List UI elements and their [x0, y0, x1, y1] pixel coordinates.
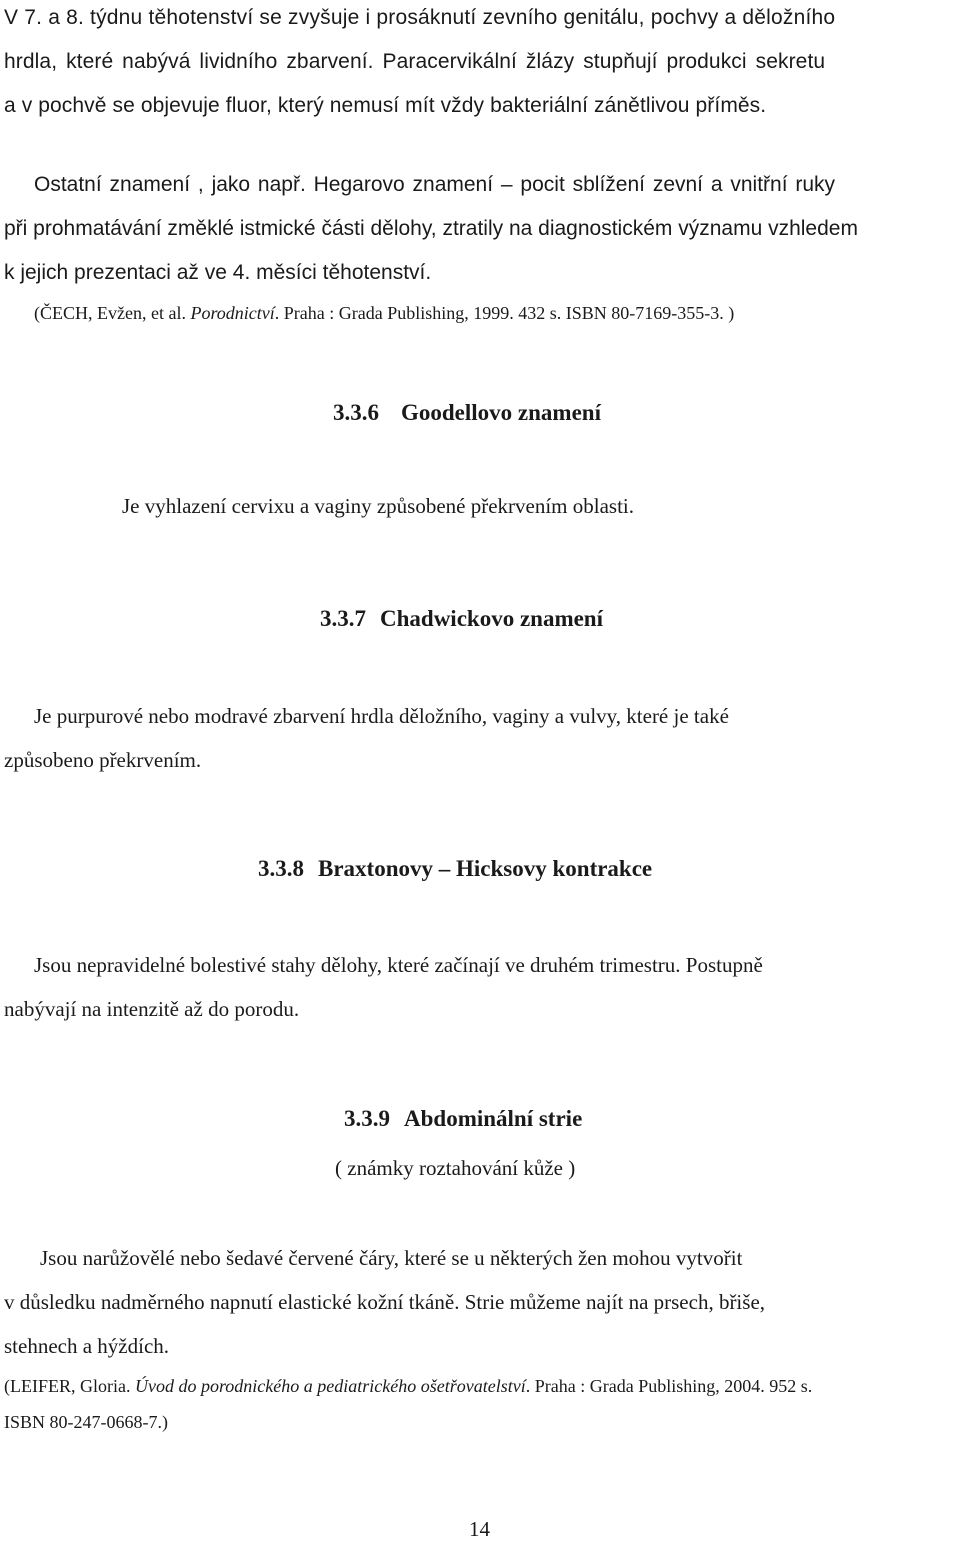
- text-line: nabývají na intenzitě až do porodu.: [4, 997, 300, 1021]
- section-text-3-3-7: [4, 694, 729, 782]
- section-text-3-3-6: [122, 494, 634, 519]
- citation-suffix: . Praha : Grada Publishing, 1999. 432 s. ISBN 80-7169-355-3. ): [274, 303, 735, 323]
- text-line: a v pochvě se objevuje fluor, který nemusí mít vždy bakteriální zánětlivou příměs.: [4, 94, 767, 117]
- section-title: Abdominální strie: [404, 1106, 583, 1131]
- citation-suffix: . Praha : Grada Publishing, 2004. 952 s.: [525, 1376, 813, 1396]
- citation-cech: [34, 295, 734, 331]
- text-line: k jejich prezentaci až ve 4. měsíci těhotenství.: [4, 261, 432, 284]
- citation-book-title: Úvod do porodnického a pediatrického ošetřovatelství: [134, 1376, 526, 1396]
- citation-prefix: (LEIFER, Gloria.: [4, 1376, 135, 1396]
- text-line: Jsou nepravidelné bolestivé stahy dělohy, které začínají ve druhém trimestru. Postupně: [34, 953, 763, 977]
- section-number: 3.3.6: [333, 400, 379, 425]
- text-line: stehnech a hýždích.: [4, 1334, 170, 1358]
- section-text-3-3-8: [4, 943, 763, 1031]
- text-line: ( známky roztahování kůže ): [335, 1156, 576, 1180]
- section-title: Braxtonovy – Hicksovy kontrakce: [318, 856, 653, 881]
- section-heading-3-3-8: [258, 856, 652, 882]
- section-number: 3.3.9: [344, 1106, 390, 1131]
- citation-prefix: (ČECH, Evžen, et al.: [34, 303, 191, 323]
- section-number: 3.3.8: [258, 856, 304, 881]
- text-line: hrdla, které nabývá lividního zbarvení. Paracervikální žlázy stupňují produkci sekretu: [4, 50, 826, 73]
- citation-isbn: ISBN 80-247-0668-7.): [4, 1412, 168, 1432]
- text-line: V 7. a 8. týdnu těhotenství se zvyšuje i prosáknutí zevního genitálu, pochvy a děložního: [4, 6, 836, 29]
- section-title: Chadwickovo znamení: [380, 606, 603, 631]
- text-line: způsobeno překrvením.: [4, 748, 202, 772]
- text-line: Jsou narůžovělé nebo šedavé červené čáry, které se u některých žen mohou vytvořit: [40, 1246, 743, 1270]
- section-subtitle-3-3-9: [335, 1156, 575, 1181]
- section-heading-3-3-7: [320, 606, 603, 632]
- paragraph-other-signs: [4, 163, 958, 295]
- paragraph-intro: [4, 0, 958, 128]
- text-line: Je purpurové nebo modravé zbarvení hrdla děložního, vaginy a vulvy, které je také: [34, 704, 729, 728]
- text-line: při prohmatávání změklé istmické části dělohy, ztratily na diagnostickém významu vzhledem: [4, 217, 858, 240]
- citation-leifer: [4, 1368, 812, 1440]
- page-number: 14: [469, 1517, 490, 1541]
- text-line: Je vyhlazení cervixu a vaginy způsobené překrvením oblasti.: [122, 494, 634, 518]
- section-heading-3-3-9: [344, 1106, 582, 1132]
- citation-line: [4, 1368, 812, 1404]
- section-heading-3-3-6: [333, 400, 601, 426]
- citation-book-title: Porodnictví: [190, 303, 275, 323]
- text-line: Ostatní znamení , jako např. Hegarovo znamení – pocit sblížení zevní a vnitřní ruky: [34, 173, 836, 196]
- section-title: Goodellovo znamení: [401, 400, 601, 425]
- section-text-3-3-9: [4, 1236, 765, 1368]
- text-line: v důsledku nadměrného napnutí elastické kožní tkáně. Strie můžeme najít na prsech, břiše,: [4, 1290, 766, 1314]
- section-number: 3.3.7: [320, 606, 366, 631]
